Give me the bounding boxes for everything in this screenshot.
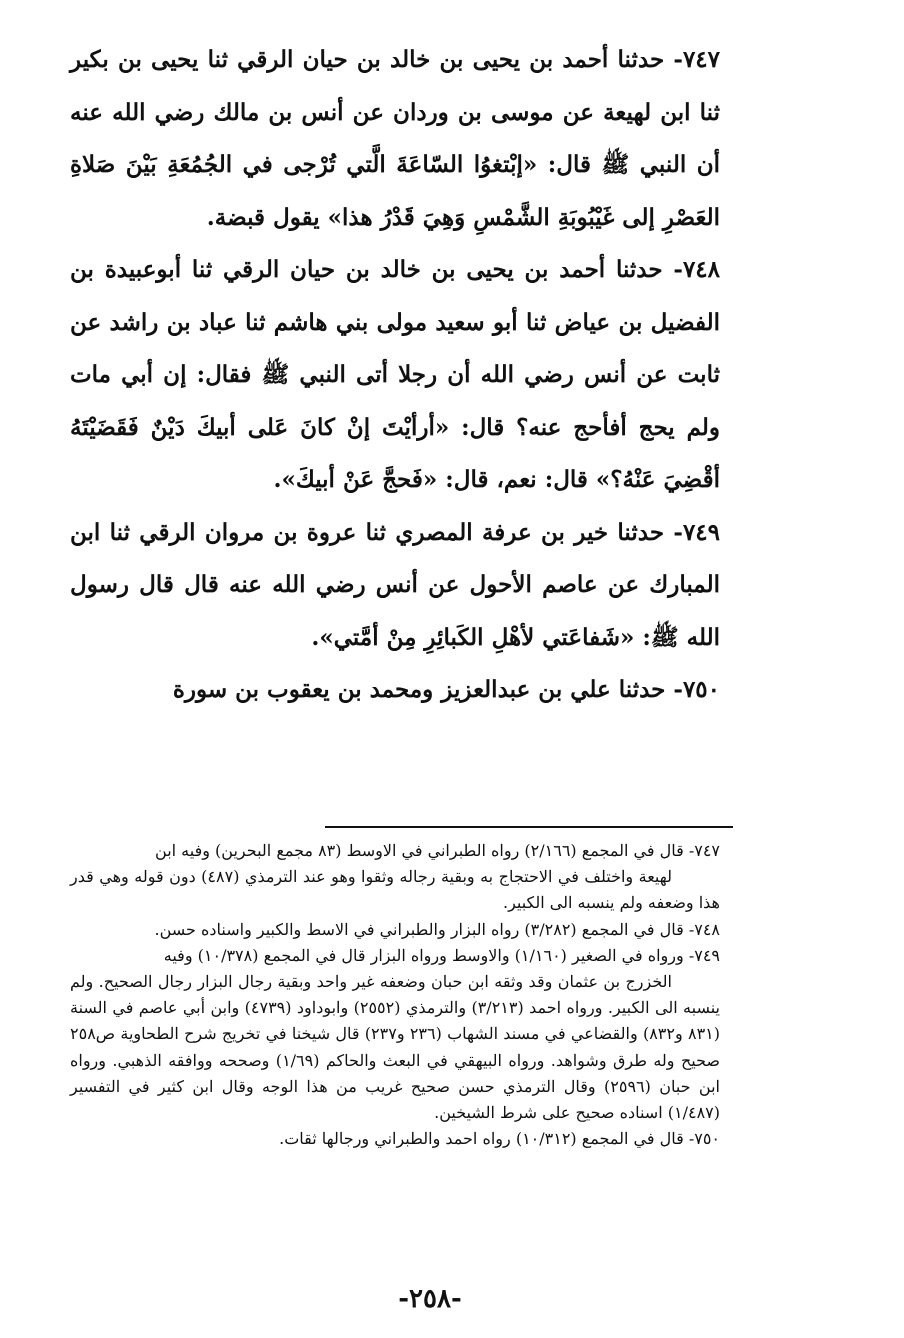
- footnote-750: [70, 1126, 720, 1152]
- page-number: -٢٥٨-: [398, 1284, 462, 1314]
- hadith-750: [70, 664, 720, 717]
- footnote-749-continuation: [70, 969, 720, 1126]
- footnote-number: ٧٤٩-: [688, 945, 720, 965]
- footnote-number: ٧٤٨-: [688, 919, 720, 939]
- footnote-747: [70, 838, 720, 864]
- footnote-749: [70, 943, 720, 969]
- hadith-747: [70, 34, 720, 244]
- hadith-body: حدثنا أحمد بن يحيى بن خالد بن حيان الرقي ثنا يحيى بن بكير ثنا ابن لهيعة عن موسى بن وردان عن أنس بن مالك رضي الله عنه أن النبي ﷺ قال: «إبْتغوُا السّاعَةَ الَّتي تُرْجى في الجُمُعَةِ بَيْنَ صَلاةِ العَصْرِ إلى غَيْبُوبَةِ الشَّمْسِ وَهِيَ قَدْرُ هذا» يقول قبضة.: [70, 46, 720, 231]
- hadith-number: ٧٥٠-: [673, 676, 720, 703]
- hadith-number: ٧٤٧-: [673, 46, 720, 73]
- footnote-number: ٧٤٧-: [688, 841, 720, 860]
- hadith-748: [70, 244, 720, 507]
- footnote-text: قال في المجمع (١٠/٣١٢) رواه احمد والطبراني ورجالها ثقات.: [279, 1129, 689, 1149]
- footnote-748: [70, 917, 720, 943]
- hadith-749: [70, 507, 720, 665]
- footnote-747-continuation: [70, 864, 720, 916]
- footnote-text: قال في المجمع (٣/٢٨٢) رواه البزار والطبراني في الاسط والكبير واسناده حسن.: [154, 919, 689, 939]
- footnote-continuation: لهيعة واختلف في الاحتجاج به وبقية رجاله وثقوا وهو عند الترمذي (٤٨٧) دون قوله وهي قدر هذا وضعفه ولم ينسبه الى الكبير.: [70, 867, 720, 913]
- footnotes-block: [70, 838, 720, 1152]
- hadith-number: ٧٤٨-: [673, 256, 720, 283]
- footnote-divider: [325, 826, 733, 828]
- hadith-number: ٧٤٩-: [673, 518, 720, 546]
- footnote-number: ٧٥٠-: [688, 1129, 720, 1149]
- hadith-text-block: [70, 34, 720, 717]
- hadith-body: حدثنا خير بن عرفة المصري ثنا عروة بن مروان الرقي ثنا ابن المبارك عن عاصم الأحول عن أنس رضي الله عنه قال قال رسول الله ﷺ: «شَفاعَتي لأهْلِ الكَبائِرِ مِنْ أمَّتي».: [70, 518, 720, 651]
- hadith-body: حدثنا علي بن عبدالعزيز ومحمد بن يعقوب بن سورة: [172, 676, 674, 703]
- footnote-text: ورواه في الصغير (١/١٦٠) والاوسط ورواه البزار قال في المجمع (١٠/٣٧٨) وفيه: [163, 945, 689, 965]
- footnote-continuation: الخزرج بن عثمان وقد وثقه ابن حبان وضعفه غير واحد وبقية رجال البزار رجال الصحيح. ولم ينسبه الى الكبير. ورواه احمد (٣/٢١٣) والترمذي (٢٥٥٢) وابوداود (٤٧٣٩) وابن أبي عاصم في السنة (٨٣١ و٨٣٢) والقضاعي في مسند الشهاب (٢٣٦ و٢٣٧) قال شيخنا في تخريج شرح الطحاوية ص٢٥٨ صحيح وله طرق وشواهد. ورواه البيهقي في البعث والحاكم (١/٦٩) وصححه ووافقه الذهبي. ورواه ابن حبان (٢٥٩٦) وقال الترمذي حسن صحيح غريب من هذا الوجه وقال ابن كثير في التفسير (١/٤٨٧) اسناده صحيح على شرط الشيخين.: [70, 972, 721, 1123]
- hadith-body: حدثنا أحمد بن يحيى بن خالد بن حيان الرقي ثنا أبوعبيدة بن الفضيل بن عياض ثنا أبو سعيد مولى بني هاشم ثنا عباد بن راشد عن ثابت عن أنس رضي الله أن رجلا أتى النبي ﷺ فقال: إن أبي مات ولم يحج أفأحج عنه؟ قال: «أرأيْتَ إنْ كانَ عَلى أبيكَ دَيْنٌ فَقَضَيْتَهُ أقْضِيَ عَنْهُ؟» قال: نعم، قال: «فَحجَّ عَنْ أبيكَ».: [70, 256, 720, 493]
- footnote-text: قال في المجمع (٢/١٦٦) رواه الطبراني في الاوسط (٨٣ مجمع البحرين) وفيه ابن: [155, 841, 689, 860]
